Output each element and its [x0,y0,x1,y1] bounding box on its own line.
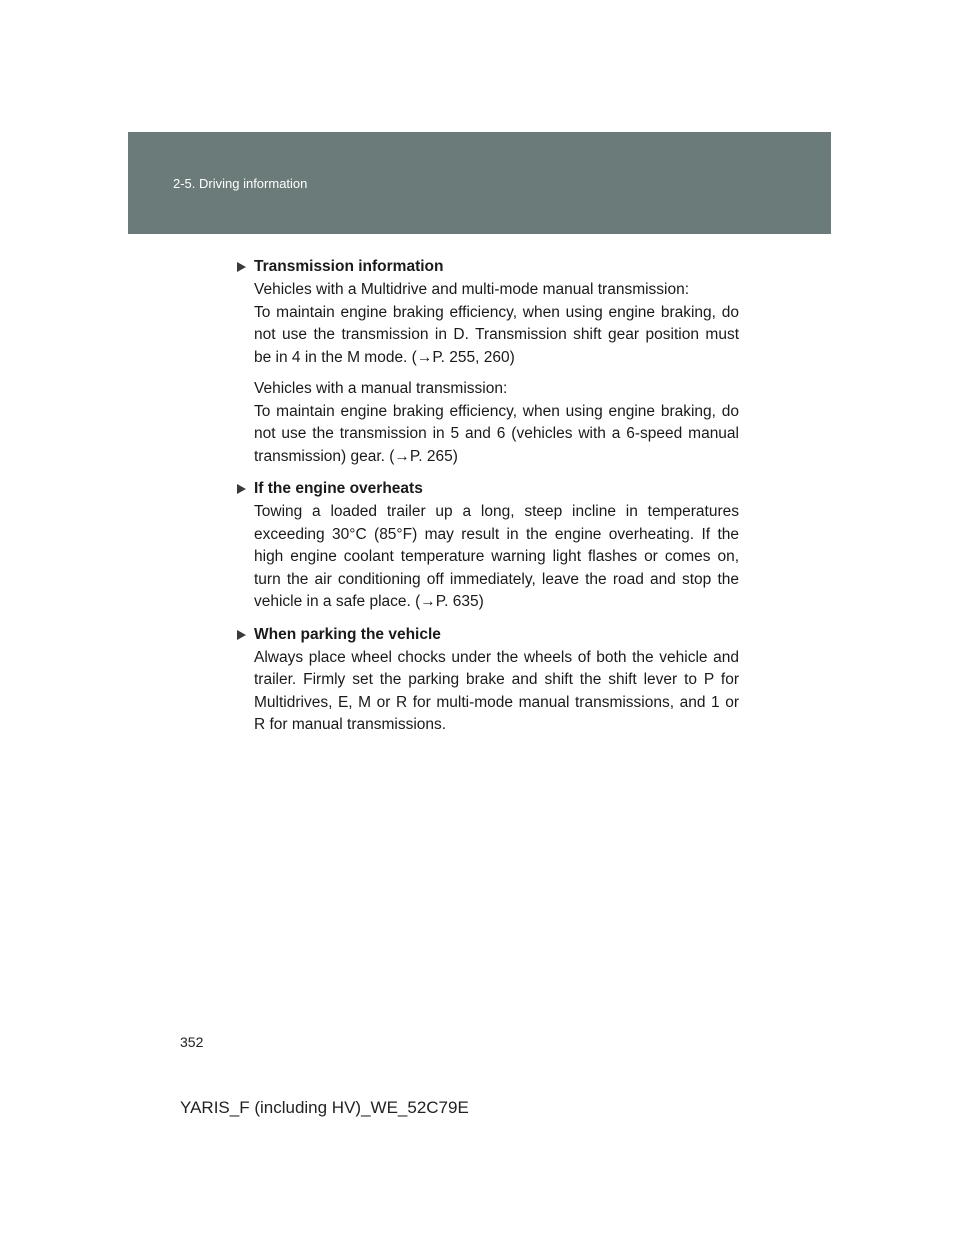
triangle-bullet-icon [237,262,246,272]
section-parking-vehicle [237,623,739,737]
paragraph [237,279,739,369]
page-number: 352 [180,1034,204,1050]
section-heading-text: Transmission information [254,258,444,275]
triangle-bullet-icon [237,630,246,640]
section-heading [237,477,739,500]
section-heading [237,255,739,278]
section-engine-overheats [237,477,739,614]
paragraph [237,378,739,468]
paragraph-body: Always place wheel chocks under the wheels of both the vehicle and trailer. Firmly set the parking brake and shift the shift lever to P for Multidrives, E, M or R for multi-mode manual transmissions, and 1 or R for manual transmissions. [254,648,739,733]
section-heading-text: If the engine overheats [254,480,423,497]
paragraph [237,501,739,614]
paragraph-body: To maintain engine braking efficiency, when using engine braking, do not use the transmission in 5 and 6 (vehicles with a 6-speed manual transmission) gear. (→P. 265) [254,402,739,465]
document-code: YARIS_F (including HV)_WE_52C79E [180,1098,469,1117]
paragraph-body: To maintain engine braking efficiency, when using engine braking, do not use the transmission in D. Transmission shift gear position must be in 4 in the M mode. (→P. 255, 260) [254,303,739,366]
paragraph [237,647,739,737]
section-heading [237,623,739,646]
triangle-bullet-icon [237,484,246,494]
paragraph-lead: Vehicles with a manual transmission: [254,380,508,397]
header-band [128,132,831,234]
paragraph-body: Towing a loaded trailer up a long, steep incline in temperatures exceeding 30°C (85°F) may result in the engine overheating. If the high engine coolant temperature warning light flashes or comes on, turn the air conditioning off immediately, leave the road and stop the vehicle in a safe place. (→P. 635) [254,503,739,610]
section-transmission-information [237,255,739,468]
paragraph-lead: Vehicles with a Multidrive and multi-mode manual transmission: [254,281,690,298]
section-heading-text: When parking the vehicle [254,625,441,643]
section-header-title: 2-5. Driving information [173,176,308,191]
page-content [237,255,739,746]
